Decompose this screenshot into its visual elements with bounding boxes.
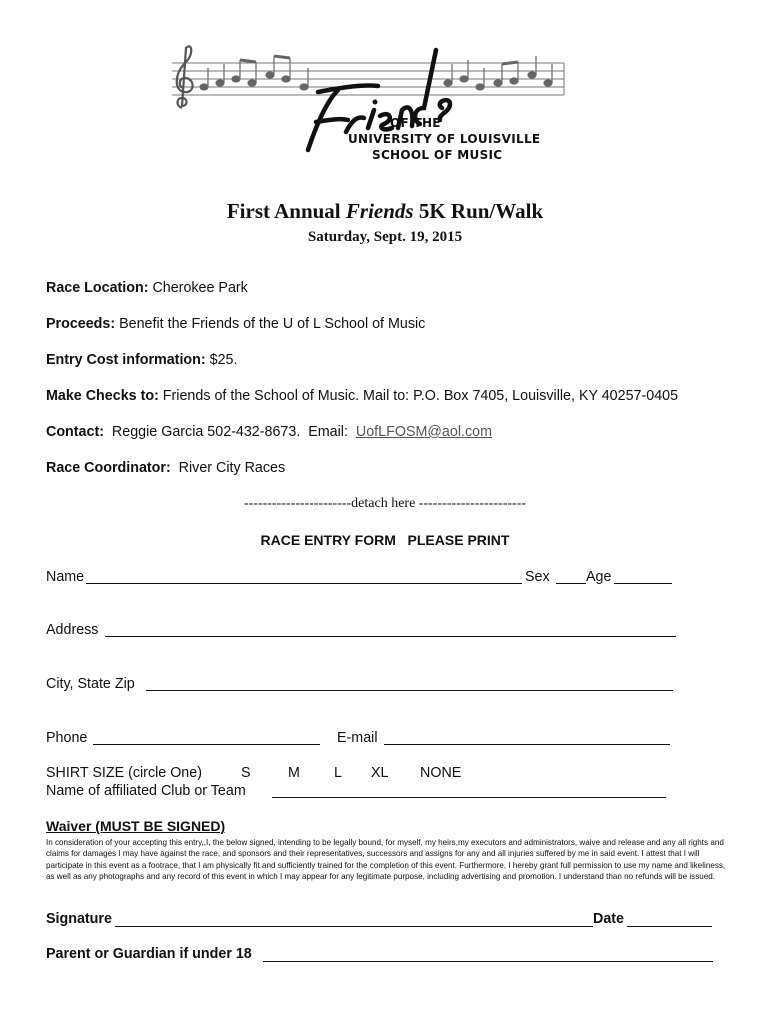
proceeds-line: [46, 316, 425, 332]
affiliated-club-label: Name of affiliated Club or Team: [46, 783, 246, 799]
make-checks-value: Friends of the School of Music. Mail to: P.O. Box 7405, Louisville, KY 40257-0405: [158, 388, 679, 404]
guardian-signature-field[interactable]: [263, 961, 713, 962]
title-italic: Friends: [345, 199, 414, 223]
date-label: Date: [593, 911, 624, 927]
sex-label: Sex: [525, 569, 550, 585]
affiliated-club-field[interactable]: [272, 797, 666, 798]
phone-label: Phone: [46, 730, 88, 746]
shirt-size-m[interactable]: M: [288, 765, 300, 781]
entry-cost-line: [46, 352, 237, 368]
city-state-zip-label: City, State Zip: [46, 676, 135, 692]
event-title: [0, 199, 770, 224]
music-staff-icon: [168, 40, 568, 165]
proceeds-label: Proceeds:: [46, 316, 116, 332]
entry-cost-value: $25.: [205, 352, 238, 368]
logo-line-2: UNIVERSITY OF LOUISVILLE: [348, 132, 541, 146]
proceeds-value: Benefit the Friends of the U of L School of Music: [115, 316, 426, 332]
shirt-size-xl[interactable]: XL: [371, 765, 389, 781]
event-date: Saturday, Sept. 19, 2015: [307, 229, 463, 245]
date-field[interactable]: [627, 926, 712, 927]
make-checks-label: Make Checks to:: [46, 388, 159, 404]
contact-value: Reggie Garcia 502-432-8673. Email:: [103, 424, 356, 440]
race-coordinator-label: Race Coordinator:: [46, 460, 171, 476]
signature-field[interactable]: [115, 926, 593, 927]
contact-email-link[interactable]: UofLFOSM@aol.com: [355, 424, 492, 440]
email-label: E-mail: [337, 730, 378, 746]
address-field[interactable]: [105, 636, 676, 637]
title-prefix: First Annual: [226, 199, 346, 223]
shirt-size-l[interactable]: L: [334, 765, 342, 781]
guardian-label: Parent or Guardian if under 18: [46, 946, 252, 962]
logo-line-3: SCHOOL OF MUSIC: [372, 148, 503, 162]
sex-field[interactable]: [556, 583, 586, 584]
form-title: RACE ENTRY FORM PLEASE PRINT: [260, 532, 510, 548]
race-coordinator-value: River City Races: [170, 460, 286, 476]
address-label: Address: [46, 622, 99, 638]
contact-line: [46, 424, 492, 440]
contact-label: Contact:: [46, 424, 104, 440]
signature-label: Signature: [46, 911, 112, 927]
age-field[interactable]: [614, 583, 672, 584]
waiver-text: In consideration of your accepting this entry,,I, the below signed, intending to be legally bound, for myself, my heirs,my executors and administrators, waive and release and any all rights and claims for damages I may have against the race, and sponsors and their representatives, successors and assigns for any and all injuries suffered by me in said event. I attest that I will participate in this event as a footrace, that I am physically fit and sufficiently trained for the completion of this event. Furthermore, I hereby grant full permission to use my name and likeliness, as well as any photographs and any record of this event in which I may appear for any legitimate purpose, including advertising and promotion. I understand than no refunds will be issued.: [46, 838, 726, 881]
waiver-title: Waiver (MUST BE SIGNED): [46, 818, 226, 834]
title-suffix: 5K Run/Walk: [413, 199, 544, 223]
name-field[interactable]: [86, 583, 522, 584]
race-location-line: [46, 280, 248, 296]
shirt-size-s[interactable]: S: [241, 765, 251, 781]
phone-field[interactable]: [93, 744, 320, 745]
detach-line: -----------------------detach here -----------------------: [243, 496, 527, 511]
friends-logo: [168, 40, 568, 165]
email-field[interactable]: [384, 744, 670, 745]
race-location-value: Cherokee Park: [148, 280, 248, 296]
city-state-zip-field[interactable]: [146, 690, 673, 691]
make-checks-line: [46, 388, 678, 404]
entry-cost-label: Entry Cost information:: [46, 352, 206, 368]
age-label: Age: [586, 569, 612, 585]
race-coordinator-line: [46, 460, 285, 476]
name-label: Name: [46, 569, 85, 585]
logo-line-1: OF THE: [390, 116, 441, 130]
shirt-size-label: SHIRT SIZE (circle One): [46, 765, 202, 781]
race-location-label: Race Location:: [46, 280, 149, 296]
shirt-size-none[interactable]: NONE: [420, 765, 462, 781]
